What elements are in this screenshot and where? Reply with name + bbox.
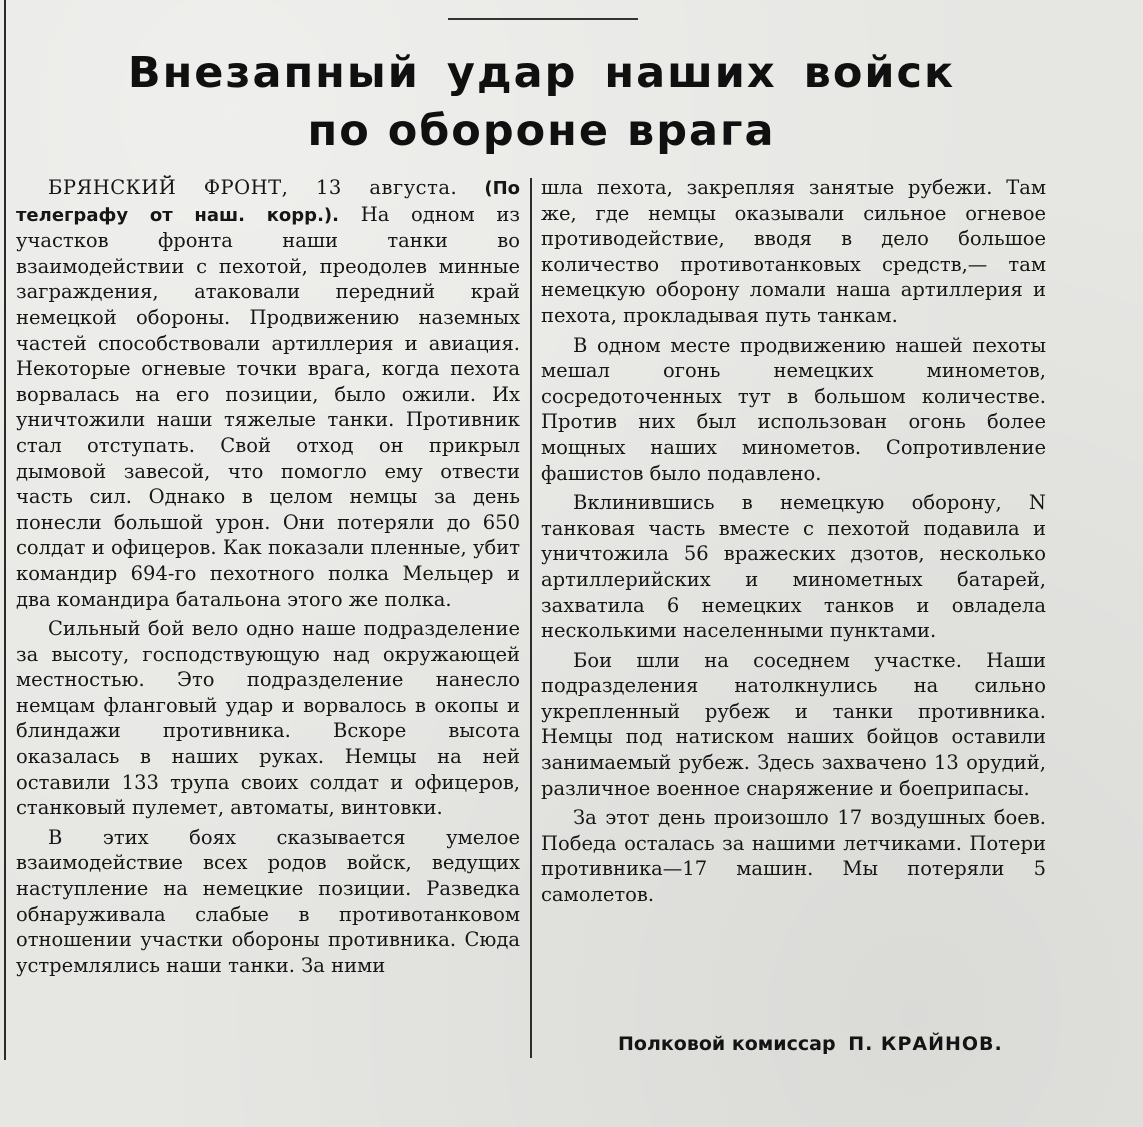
paragraph-4: В одном месте продвижению нашей пехоты мешал огонь немецких минометов, сосредоточенных тут в большом количестве. Против них был использован огонь более мощных наших минометов. Сопротивление фашистов было подавлено.	[541, 333, 1046, 485]
top-separator-rule	[448, 18, 638, 20]
lead-paragraph	[16, 175, 520, 612]
dateline: БРЯНСКИЙ ФРОНТ, 13 августа.	[48, 176, 458, 199]
headline-line-2: по обороне врага	[307, 106, 776, 156]
article-headline	[0, 44, 1083, 160]
article-column-right	[541, 175, 1046, 912]
signature-name: П. КРАЙНОВ.	[848, 1033, 1003, 1055]
lead-text: На одном из участков фронта наши танки во взаимодействии с пехотой, преодолев минные заграждения, атаковали передний край немецкой обороны. Продвижению наземных частей способствовали артиллерия и авиация. Некоторые огневые точки врага, когда пехота ворвалась на его позиции, было ожили. Их уничтожили наши тяжелые танки. Противник стал отступать. Свой отход он прикрыл дымовой завесой, что помогло ему отвести часть сил. Однако в целом немцы за день понесли большой урон. Они потеряли до 650 солдат и офицеров. Как показали пленные, убит командир 694-го пехотного полка Мельцер и два командира батальона этого же полка.	[16, 202, 520, 611]
paragraph-3-start: В этих боях сказывается умелое взаимодействие всех родов войск, ведущих наступление на немецкие позиции. Разведка обнаруживала слабые в противотанковом отношении участки обороны противника. Сюда устремлялись наши танки. За ними	[16, 825, 520, 977]
signature-rank: Полковой комиссар	[618, 1033, 836, 1055]
paragraph-7: За этот день произошло 17 воздушных боев. Победа осталась за нашими летчиками. Потери противника—17 машин. Мы потеряли 5 самолетов.	[541, 806, 1046, 907]
column-divider	[530, 178, 532, 1058]
paragraph-2: Сильный бой вело одно наше подразделение за высоту, господствующую над окружающей местностью. Это подразделение нанесло немцам фланговый удар и ворвалось в окопы и блиндажи противника. Вскоре высота оказалась в наших руках. Немцы на ней оставили 133 трупа своих солдат и офицеров, станковый пулемет, автоматы, винтовки.	[16, 617, 520, 820]
paragraph-5: Вклинившись в немецкую оборону, N танковая часть вместе с пехотой подавила и уничтожила 56 вражеских дзотов, несколько артиллерийских и минометных батарей, захватила 6 немецких танков и овладела несколькими населенными пунктами.	[541, 491, 1046, 643]
paragraph-6: Бои шли на соседнем участке. Наши подразделения натолкнулись на сильно укрепленный рубеж и танки противника. Немцы под натиском наших бойцов оставили занимаемый рубеж. Здесь захвачено 13 орудий, различное военное снаряжение и боеприпасы.	[541, 648, 1046, 800]
paragraph-3-end: шла пехота, закрепляя занятые рубежи. Там же, где немцы оказывали сильное огневое противодействие, вводя в дело большое количество противотанковых средств,— там немецкую оборону ломали наша артиллерия и пехота, прокладывая путь танкам.	[541, 176, 1046, 327]
article-column-left	[16, 175, 520, 1055]
byline: (По телеграфу от наш. корр.).	[16, 178, 520, 226]
author-signature	[618, 1033, 1003, 1055]
headline-line-1: Внезапный удар наших войск	[127, 48, 956, 98]
